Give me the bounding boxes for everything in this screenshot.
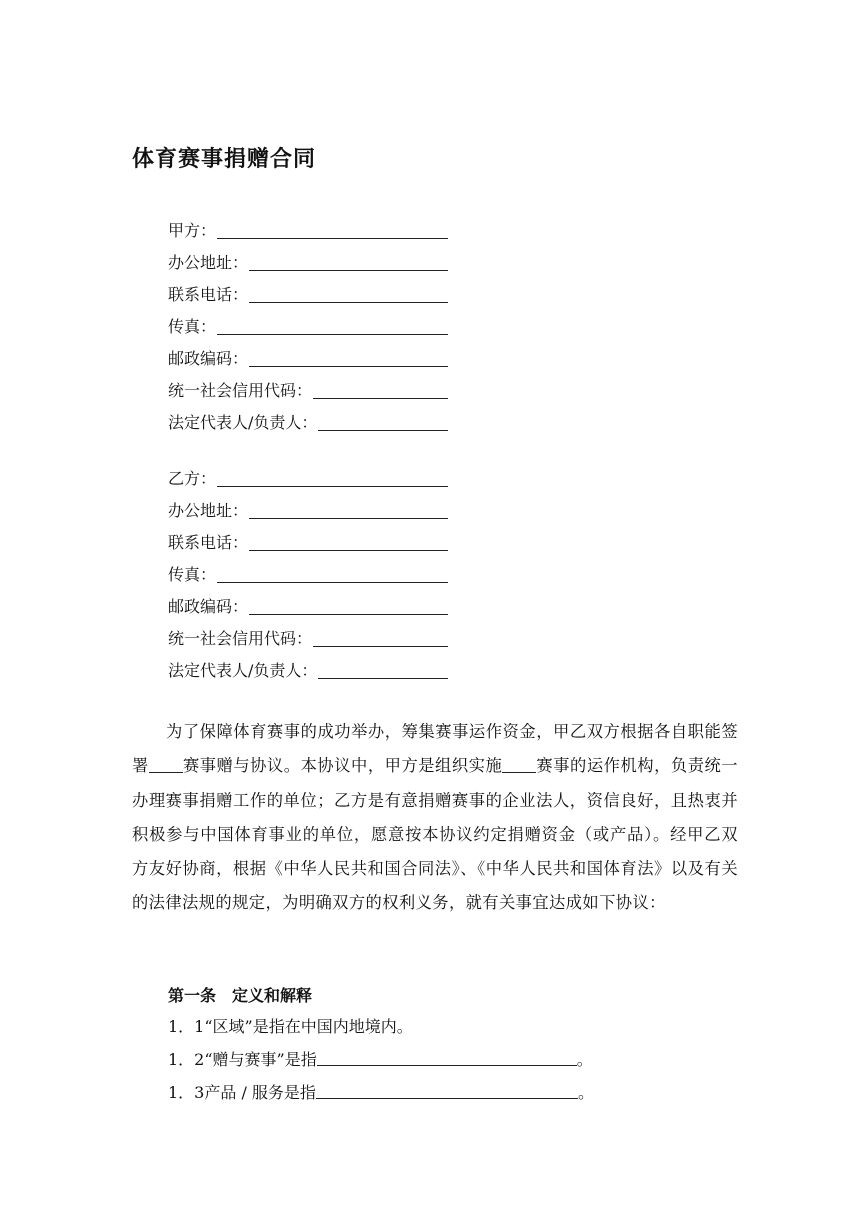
party-a-credit-code-field bbox=[168, 378, 448, 402]
blank-line bbox=[318, 677, 448, 679]
field-label: 办公地址： bbox=[168, 253, 249, 272]
field-label: 联系电话： bbox=[168, 285, 249, 304]
definition-item bbox=[168, 1079, 594, 1103]
field-label: 法定代表人/负责人： bbox=[168, 413, 318, 432]
party-a-name-field bbox=[168, 218, 448, 242]
field-label: 统一社会信用代码： bbox=[168, 629, 313, 648]
party-b-address-field bbox=[168, 498, 448, 522]
definition-text: 1．3产品 / 服务是指 bbox=[168, 1083, 316, 1102]
field-label: 法定代表人/负责人： bbox=[168, 661, 318, 680]
party-b-fax-field bbox=[168, 562, 448, 586]
blank-line bbox=[217, 581, 448, 583]
field-label: 传真： bbox=[168, 317, 217, 336]
field-label: 甲方： bbox=[168, 221, 217, 240]
party-a-address-field bbox=[168, 250, 448, 274]
field-label: 邮政编码： bbox=[168, 597, 249, 616]
preamble-text-3: 赛事的运作机构，负责统一办理赛事捐赠工作的单位；乙方是有意捐赠赛事的企业法人，资信良好，且热衷并积极参与中国体育事业的单位，愿意按本协议约定捐赠资金（或产品）。经甲乙双方友好协商，根据《中华人民共和国合同法》、《中华人民共和国体育法》以及有关的法律法规的规定，为明确双方的权利义务，就有关事宜达成如下协议： bbox=[132, 756, 738, 913]
article-1-heading bbox=[168, 983, 312, 1006]
party-b-name-field bbox=[168, 466, 448, 490]
article-title: 定义和解释 bbox=[232, 986, 313, 1005]
blank-line bbox=[313, 397, 448, 399]
party-b-postcode-field bbox=[168, 594, 448, 618]
party-a-postcode-field bbox=[168, 346, 448, 370]
field-label: 联系电话： bbox=[168, 533, 249, 552]
definition-item bbox=[168, 1046, 593, 1070]
blank-line bbox=[217, 237, 448, 239]
definition-suffix: 。 bbox=[576, 1050, 593, 1069]
party-b-representative-field bbox=[168, 658, 448, 682]
party-a-fax-field bbox=[168, 314, 448, 338]
definition-text: 1．2“赠与赛事”是指 bbox=[168, 1050, 317, 1069]
blank-line bbox=[149, 754, 183, 773]
field-label: 传真： bbox=[168, 565, 217, 584]
blank-line bbox=[217, 485, 448, 487]
blank-line bbox=[249, 549, 448, 551]
blank-line bbox=[249, 517, 448, 519]
party-b-credit-code-field bbox=[168, 626, 448, 650]
blank-line bbox=[313, 645, 448, 647]
party-a-representative-field bbox=[168, 410, 448, 434]
blank-line bbox=[249, 365, 448, 367]
blank-line bbox=[217, 333, 448, 335]
preamble-text-1: 为了保障体育赛事的成功举办，筹集赛事运作资金，甲乙双方根据各自职能签署 bbox=[132, 722, 738, 776]
party-a-phone-field bbox=[168, 282, 448, 306]
field-label: 办公地址： bbox=[168, 501, 249, 520]
blank-line bbox=[249, 613, 448, 615]
definition-item bbox=[168, 1013, 413, 1037]
blank-line bbox=[316, 1097, 578, 1099]
blank-line bbox=[249, 269, 448, 271]
article-number: 第一条 bbox=[168, 986, 217, 1005]
field-label: 乙方： bbox=[168, 469, 217, 488]
preamble-paragraph bbox=[132, 715, 738, 921]
blank-line bbox=[502, 754, 536, 773]
definition-suffix: 。 bbox=[577, 1083, 594, 1102]
blank-line bbox=[318, 429, 448, 431]
preamble-text-2: 赛事赠与协议。本协议中，甲方是组织实施 bbox=[182, 756, 503, 776]
field-label: 统一社会信用代码： bbox=[168, 381, 313, 400]
field-label: 邮政编码： bbox=[168, 349, 249, 368]
definition-text: 1．1“区域”是指在中国内地境内。 bbox=[168, 1017, 413, 1036]
document-title: 体育赛事捐赠合同 bbox=[132, 146, 317, 172]
blank-line bbox=[249, 301, 448, 303]
party-b-phone-field bbox=[168, 530, 448, 554]
blank-line bbox=[317, 1064, 577, 1066]
